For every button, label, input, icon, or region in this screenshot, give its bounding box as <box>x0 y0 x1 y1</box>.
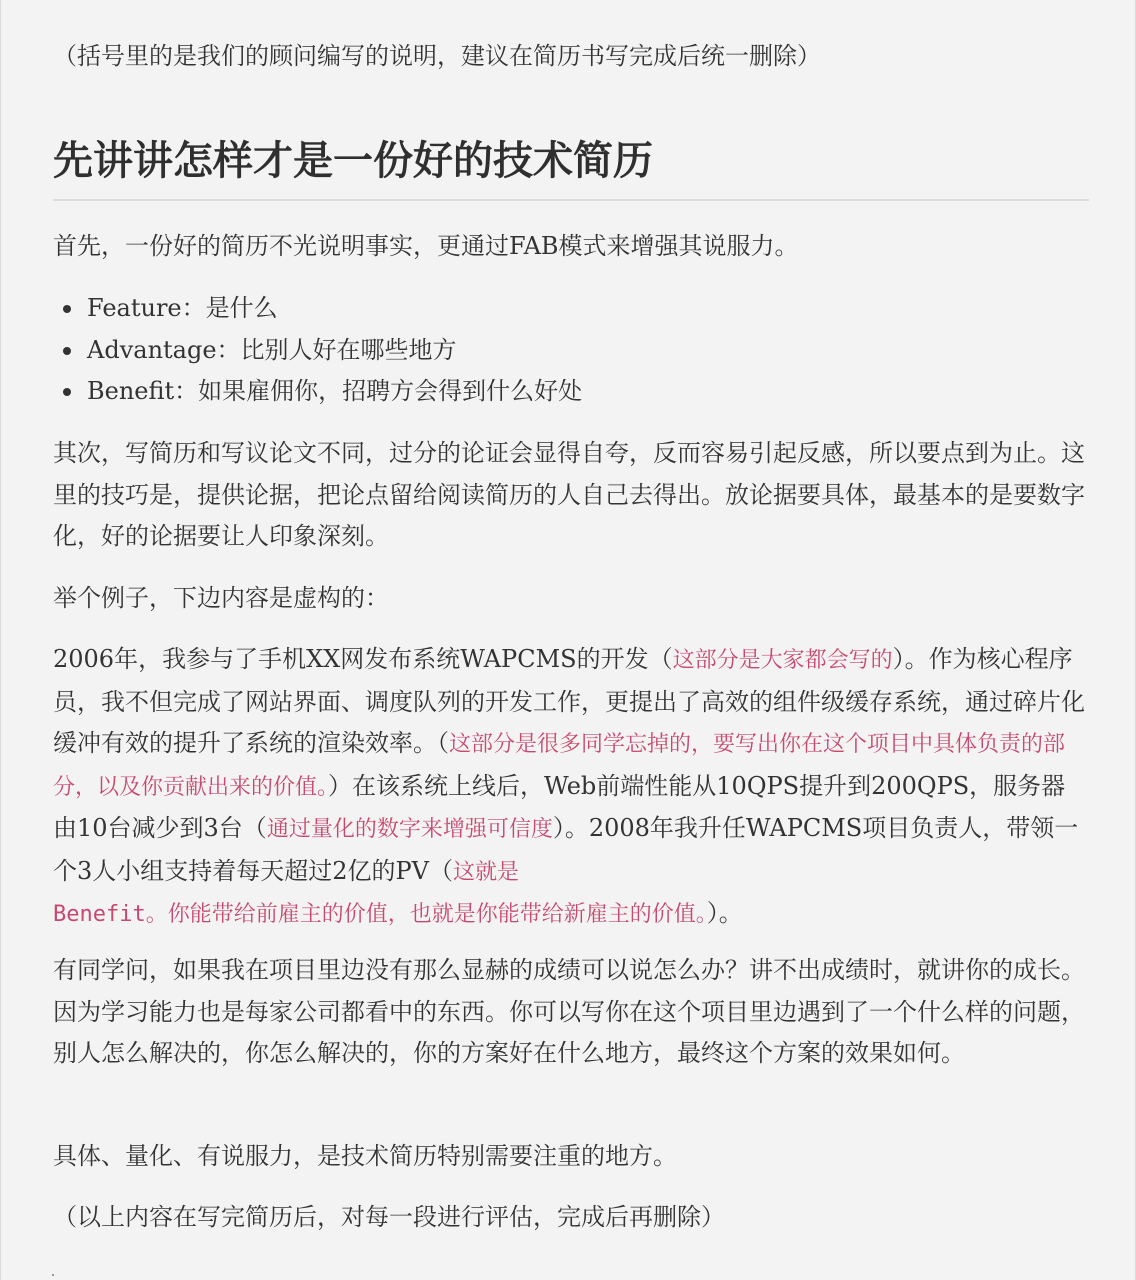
advisor-comment: 通过量化的数字来增强可信度 <box>266 817 553 842</box>
advisor-comment: 这部分是大家都会写的 <box>672 648 893 673</box>
summary-paragraph: 具体、量化、有说服力，是技术简历特别需要注重的地方。 <box>53 1142 677 1170</box>
argument-paragraph: 其次，写简历和写议论文不同，过分的论证会显得自夸，反而容易引起反感，所以要点到为止。这里的技巧是，提供论据，把论点留给阅读简历的人自己去得出。放论据要具体，最基本的是要数字化，好的论据要让人印象深刻。 <box>53 439 1085 550</box>
fab-desc: ：是什么 <box>181 294 278 322</box>
fab-term: Feature <box>87 294 182 322</box>
page-title: 先讲讲怎样才是一份好的技术简历 <box>53 133 1089 201</box>
decorative-dot <box>52 1274 54 1276</box>
list-item <box>53 288 1089 330</box>
intro-paragraph: 首先，一份好的简历不光说明事实，更通过FAB模式来增强其说服力。 <box>53 232 799 260</box>
bullet-icon <box>63 305 71 313</box>
fab-term: Benefit <box>87 377 175 405</box>
list-item <box>53 371 1089 413</box>
example-text: ）。 <box>706 899 743 927</box>
example-text: ）。作为核心程序员，我不但完成了网站界面、调度队列的开发工作，更提出了高效的组件级缓存系统，通过碎片化缓冲有效的提升了系统的渲染效率。（ <box>53 645 1085 757</box>
example-text: ）。2008年我升任WAPCMS项目负责人，带领一个3人小组支持着每天超过2亿的PV（ <box>53 814 1079 885</box>
fab-list <box>53 288 1089 413</box>
example-paragraph <box>53 639 1089 936</box>
example-intro: 举个例子，下边内容是虚构的： <box>53 584 389 612</box>
advisor-comment: 你能带给前雇主的价值，也就是你能带给新雇主的价值。 <box>167 902 707 927</box>
bottom-note: （以上内容在写完简历后，对每一段进行评估，完成后再删除） <box>53 1203 725 1231</box>
advisor-comment-code: Benefit。 <box>53 902 168 927</box>
advisor-comment: 这部分是很多同学忘掉的，要写出你在这个项目中具体负责的部分，以及你贡献出来的价值。 <box>53 732 1066 800</box>
fab-term: Advantage <box>87 335 217 364</box>
top-note: （括号里的是我们的顾问编写的说明，建议在简历书写完成后统一删除） <box>53 42 821 70</box>
bullet-icon <box>63 347 71 355</box>
fab-desc: ：如果雇佣你，招聘方会得到什么好处 <box>174 377 583 405</box>
list-item <box>53 330 1089 372</box>
example-text: ）在该系统上线后，Web前端性能从10QPS提升到200QPS，服务器由10台减少到3台（ <box>53 771 1066 842</box>
example-text: 2006年，我参与了手机XX网发布系统WAPCMS的开发（ <box>53 645 673 673</box>
bullet-icon <box>63 388 71 396</box>
growth-paragraph: 有同学问，如果我在项目里边没有那么显赫的成绩可以说怎么办？讲不出成绩时，就讲你的成长。因为学习能力也是每家公司都看中的东西。你可以写你在这个项目里边遇到了一个什么样的问题，别人怎么解决的，你怎么解决的，你的方案好在什么地方，最终这个方案的效果如何。 <box>53 956 1085 1067</box>
fab-desc: ：比别人好在哪些地方 <box>216 335 457 364</box>
advisor-comment: 这就是 <box>453 859 520 885</box>
